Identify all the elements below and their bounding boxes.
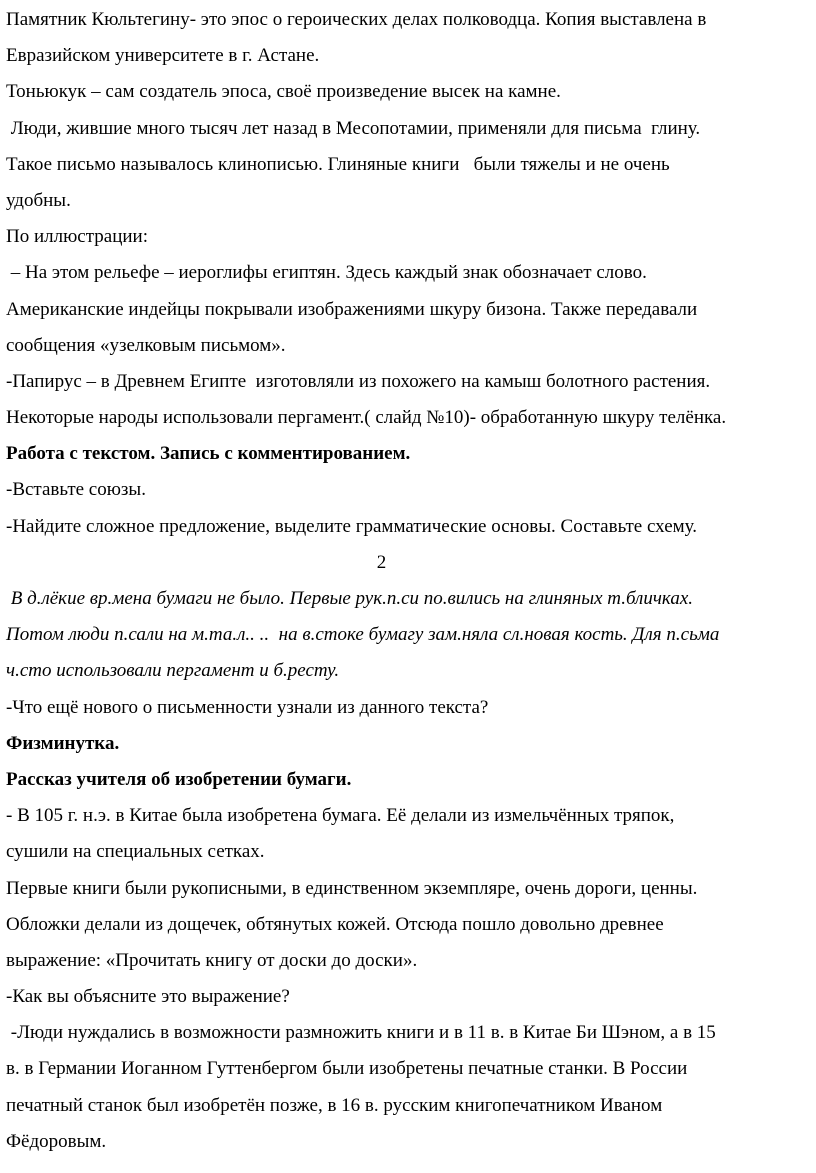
text-line: Фёдоровым. [6, 1130, 107, 1152]
text-line: -Что ещё нового о письменности узнали из данного текста? [6, 696, 489, 718]
text-line: Такое письмо называлось клинописью. Глиняные книги были тяжелы и не очень [6, 153, 670, 175]
text-line: Евразийском университете в г. Астане. [6, 45, 320, 67]
text-line: -Папирус – в Древнем Египте изготовляли из похожего на камыш болотного растения. [6, 370, 711, 392]
page-number: 2 [376, 551, 387, 573]
text-line: выражение: «Прочитать книгу от доски до доски». [6, 949, 418, 971]
text-line: -Как вы объясните это выражение? [6, 986, 290, 1008]
text-line: Американские индейцы покрывали изображениями шкуру бизона. Также передавали [6, 298, 698, 320]
text-line: -Найдите сложное предложение, выделите грамматические основы. Составьте схему. [6, 515, 698, 537]
text-line: в. в Германии Иоганном Гуттенбергом были изобретены печатные станки. В России [6, 1058, 688, 1080]
text-line: - В 105 г. н.э. в Китае была изобретена бумага. Её делали из измельчённых тряпок, [6, 805, 675, 827]
exercise-line: Потом люди п.сали на м.та.л.. .. на в.стоке бумагу зам.няла сл.новая кость. Для п.сьма [6, 624, 720, 646]
section-heading: Работа с текстом. Запись с комментированием. [6, 443, 411, 465]
section-heading: Физминутка. [6, 732, 120, 754]
text-line: По иллюстрации: [6, 226, 148, 248]
text-line: сообщения «узелковым письмом». [6, 334, 286, 356]
text-line: Памятник Кюльтегину- это эпос о героических делах полководца. Копия выставлена в [6, 9, 707, 30]
text-line: Тоньюкук – сам создатель эпоса, своё произведение высек на камне. [6, 81, 561, 103]
text-line: Некоторые народы использовали пергамент.( слайд №10)- обработанную шкуру телёнка. [6, 407, 727, 429]
exercise-line: В д.лёкие вр.мена бумаги не было. Первые рук.п.си по.вились на глиняных т.бличках. [6, 588, 693, 609]
text-line: Люди, жившие много тысяч лет назад в Месопотамии, применяли для письма глину. [6, 117, 701, 139]
text-line: Обложки делали из дощечек, обтянутых кожей. Отсюда пошло довольно древнее [6, 913, 664, 935]
exercise-line: ч.сто использовали пергамент и б.ресту. [6, 660, 340, 682]
text-line: – На этом рельефе – иероглифы египтян. Здесь каждый знак обозначает слово. [6, 262, 647, 284]
section-heading: Рассказ учителя об изобретении бумаги. [6, 768, 352, 790]
text-line: сушили на специальных сетках. [6, 841, 265, 863]
document-page [6, 2, 812, 1160]
text-line: удобны. [6, 189, 71, 211]
text-line: Первые книги были рукописными, в единственном экземпляре, очень дороги, ценны. [6, 877, 698, 899]
text-line: -Люди нуждались в возможности размножить книги и в 11 в. в Китае Би Шэном, а в 15 [6, 1022, 716, 1044]
text-line: -Вставьте союзы. [6, 479, 146, 501]
text-line: печатный станок был изобретён позже, в 16 в. русским книгопечатником Иваном [6, 1094, 663, 1116]
